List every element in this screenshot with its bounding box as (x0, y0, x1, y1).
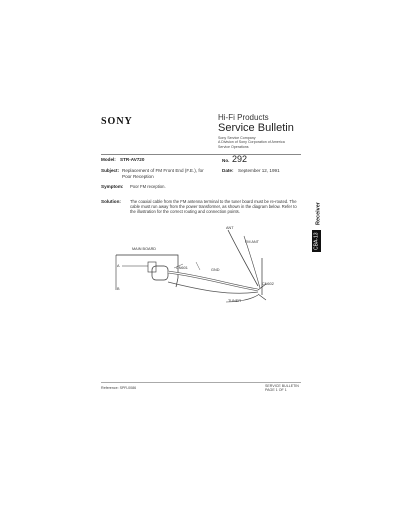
address-line: A Division of Sony Corporation of America (218, 140, 285, 145)
tuner-label: TUNER (228, 299, 242, 303)
subject-label: Subject: (101, 168, 120, 173)
connector-label-2: CN602 (262, 282, 274, 286)
category-label: Hi-Fi Products (218, 113, 269, 122)
model-label: Model: (101, 157, 116, 162)
bulletin-title: Service Bulletin (218, 122, 294, 134)
number-label: No. (222, 158, 230, 163)
solution-text: The coaxial cable from the FM antenna terminal to the tuner board must be re-routed. The cable must run away from the power transformer, as shown in the diagram below. Refer to the illustration for the correct routing and connection points. (130, 199, 297, 215)
point-b-label: B (117, 287, 120, 291)
footer-divider (101, 382, 301, 383)
subject-value: Replacement of FM Front End (F.E.), for Poor Reception (122, 168, 204, 179)
symptom-label: Symptom: (101, 184, 124, 189)
leader-line (196, 262, 200, 270)
brand-logo: SONY (101, 116, 133, 127)
section-code-tab: CBA-13 (313, 232, 320, 250)
address-line: Sony Service Company (218, 136, 256, 140)
connector-label-1: CN601 (176, 266, 188, 270)
section-name-tab: Receiver (315, 202, 322, 226)
date-label: Date: (222, 168, 234, 173)
solution-label: Solution: (101, 199, 121, 204)
wire-upper (228, 230, 258, 286)
date-value: September 12, 1991 (238, 168, 280, 173)
footer-reference: Reference: SPR-0086 (101, 386, 137, 390)
board-label: MAIN BOARD (132, 247, 157, 251)
point-a-label: A (117, 264, 120, 268)
footer-right (265, 384, 299, 393)
ground-label: GND (211, 268, 220, 272)
footer-right-line: PAGE 1 OF 1 (265, 388, 287, 393)
connector-housing (152, 266, 168, 280)
model-value: STR-AV720 (120, 157, 145, 162)
symptom-text: Poor FM reception. (130, 184, 166, 189)
ant-label: ANT (226, 226, 234, 230)
address-line: Service Operations (218, 144, 249, 149)
number-value: 292 (232, 154, 248, 164)
footer-right-line: SERVICE BULLETIN (265, 384, 299, 388)
fm-ant-label: FM ANT (245, 240, 259, 244)
